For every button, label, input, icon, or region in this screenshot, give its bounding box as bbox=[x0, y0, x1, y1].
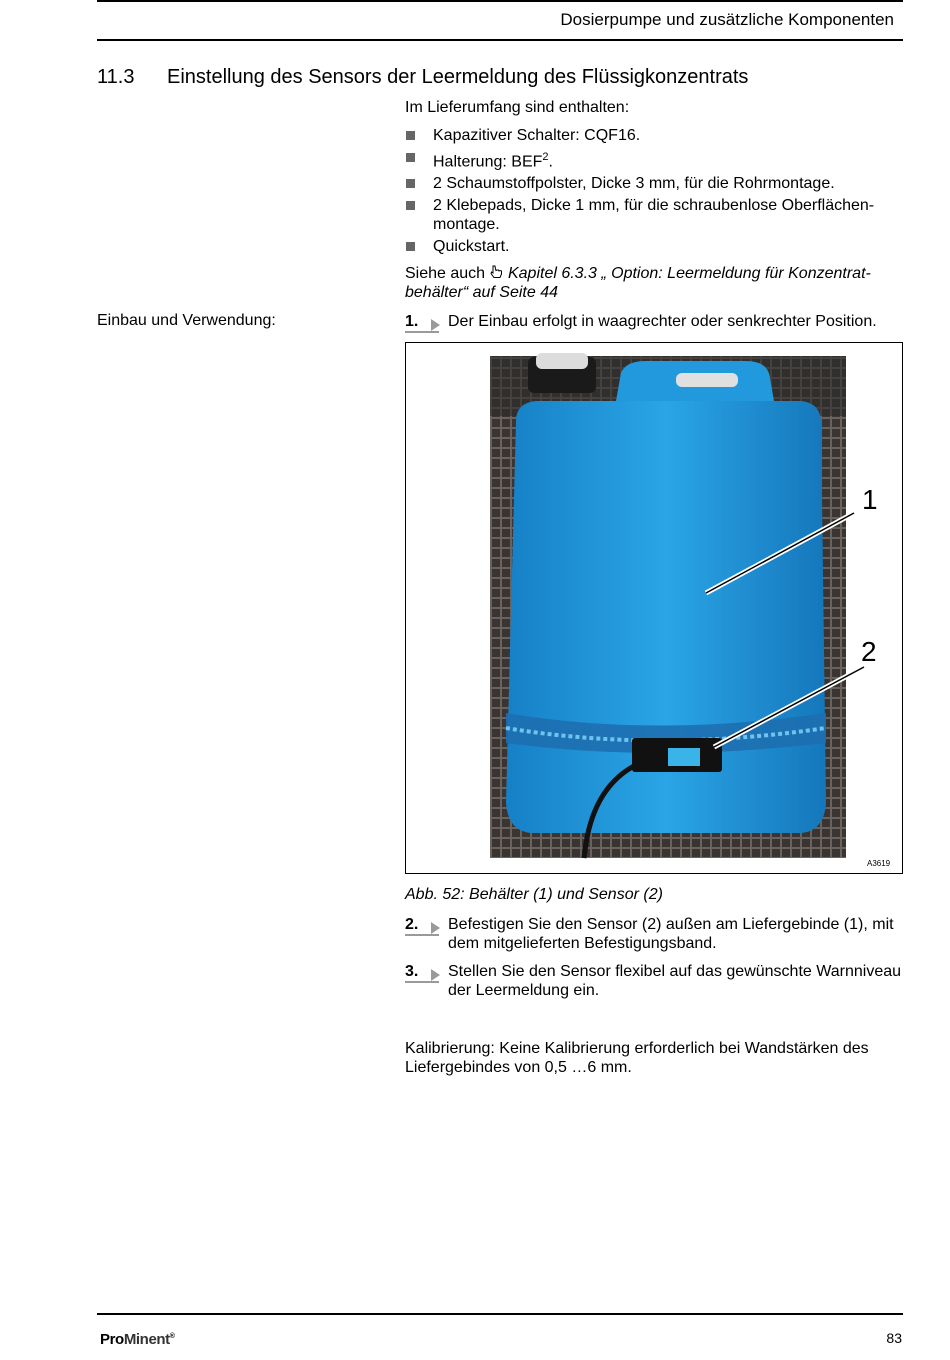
list-item: 2 Klebepads, Dicke 1 mm, für die schraubenlose Oberflächen-montage. bbox=[405, 196, 903, 234]
section-number: 11.3 bbox=[97, 66, 135, 88]
square-bullet-icon bbox=[406, 179, 415, 188]
square-bullet-icon bbox=[406, 242, 415, 251]
list-item: Quickstart. bbox=[405, 237, 903, 256]
step-number: 2. bbox=[405, 916, 419, 933]
step-text: Stellen Sie den Sensor flexibel auf das gewünschte Warnniveau der Leermeldung ein. bbox=[448, 963, 902, 999]
canister-photo bbox=[406, 343, 902, 873]
callout-label-2: 2 bbox=[861, 636, 877, 667]
chapter-link[interactable]: Kapitel 6.3.3 „ Option: Leermeldung für Konzentrat- behälter“ auf Seite 44 bbox=[405, 265, 871, 301]
see-also: Siehe auch Kapitel 6.3.3 „ Option: Leermeldung für Konzentrat- behälter“ auf Seite 44 bbox=[405, 265, 871, 301]
step-arrow-icon bbox=[431, 922, 440, 934]
figure-id: A3619 bbox=[867, 859, 891, 868]
step-text: Befestigen Sie den Sensor (2) außen am Liefergebinde (1), mit dem mitgelieferten Befestigungsband. bbox=[448, 916, 894, 952]
step-arrow-icon bbox=[431, 319, 440, 331]
step-underline bbox=[405, 981, 439, 983]
page-number: 83 bbox=[886, 1330, 902, 1346]
step-number: 3. bbox=[405, 963, 419, 980]
running-header: Dosierpumpe und zusätzliche Komponenten bbox=[560, 10, 894, 29]
side-label: Einbau und Verwendung: bbox=[97, 312, 276, 329]
scope-intro: Im Lieferumfang sind enthalten: bbox=[405, 99, 630, 116]
sensor-window bbox=[668, 748, 700, 766]
step-3 bbox=[405, 962, 903, 1000]
list-item: Kapazitiver Schalter: CQF16. bbox=[405, 126, 903, 145]
square-bullet-icon bbox=[406, 201, 415, 210]
step-1 bbox=[405, 312, 903, 331]
canister-cap-right bbox=[676, 373, 738, 387]
footer-rule bbox=[97, 1313, 903, 1315]
scope-list bbox=[405, 126, 903, 259]
calibration-note: Kalibrierung: Keine Kalibrierung erforderlich bei Wandstärken des Liefergebindes von 0,5 …6 mm. bbox=[405, 1040, 869, 1076]
square-bullet-icon bbox=[406, 153, 415, 162]
list-item: Halterung: BEF$^2$. bbox=[405, 148, 903, 171]
figure-caption: Abb. 52: Behälter (1) und Sensor (2) bbox=[405, 886, 663, 903]
figure-frame bbox=[405, 342, 903, 874]
square-bullet-icon bbox=[406, 131, 415, 140]
step-arrow-icon bbox=[431, 969, 440, 981]
callout-label-1: 1 bbox=[862, 484, 878, 515]
step-text: Der Einbau erfolgt in waagrechter oder senkrechter Position. bbox=[448, 313, 877, 330]
list-item: 2 Schaumstoffpolster, Dicke 3 mm, für die Rohrmontage. bbox=[405, 174, 903, 193]
header-rule bbox=[97, 39, 903, 41]
brand-logo: ProMinent® bbox=[100, 1331, 175, 1348]
hand-pointer-icon[interactable] bbox=[490, 265, 504, 279]
step-underline bbox=[405, 934, 439, 936]
step-number: 1. bbox=[405, 313, 419, 330]
cap-highlight bbox=[536, 353, 588, 369]
step-underline bbox=[405, 331, 439, 333]
section-title: Einstellung des Sensors der Leermeldung des Flüssigkonzentrats bbox=[167, 66, 749, 88]
header-top-rule bbox=[97, 0, 903, 2]
step-2 bbox=[405, 915, 903, 953]
